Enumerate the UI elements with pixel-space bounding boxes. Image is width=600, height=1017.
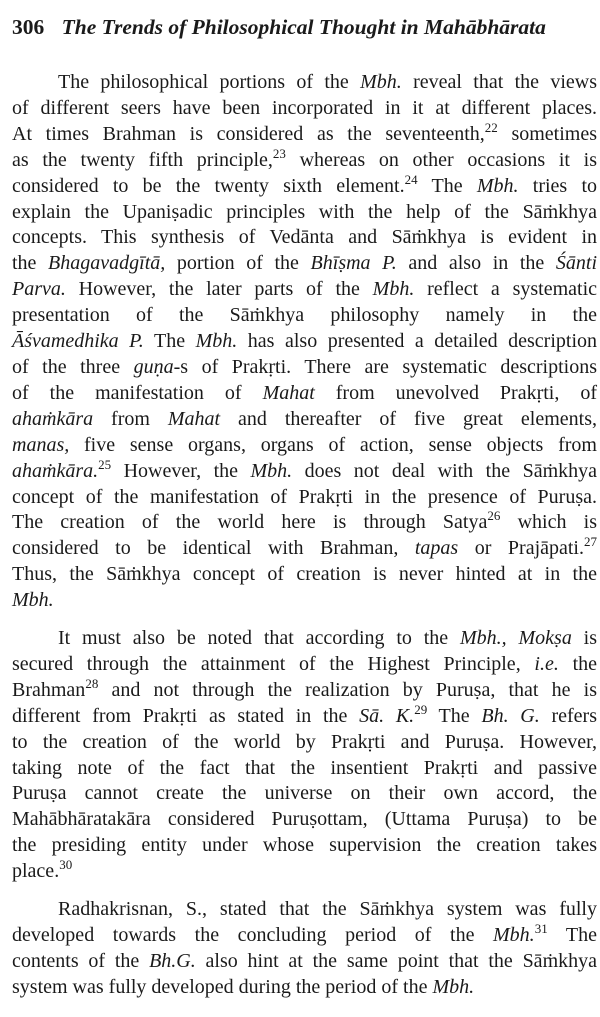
- italic-term: Bhīṣma P.: [310, 252, 397, 275]
- italic-term: ahaṁkāra.: [12, 459, 99, 482]
- italic-term: Parva.: [12, 278, 66, 301]
- text-run: five sense organs, organs of action, sense objects from: [69, 433, 597, 456]
- italic-term: Bhagavadgītā,: [48, 252, 166, 275]
- text-run: the presiding entity under whose supervision the creation takes: [12, 834, 597, 857]
- footnote-ref: 29: [414, 701, 428, 717]
- text-run: sometimes: [497, 122, 598, 145]
- text-run: considered to be identical with Brahman,: [12, 537, 415, 560]
- italic-term: Mbh.: [432, 975, 475, 998]
- text-line: [12, 96, 597, 122]
- paragraph: [12, 897, 597, 1001]
- text-run: -s of Prakṛti. There are systematic descriptions: [173, 355, 597, 378]
- text-run: The creation of the world here is through Satya: [12, 511, 488, 534]
- text-run: which is: [500, 511, 598, 534]
- italic-term: Sā. K.: [359, 704, 415, 727]
- italic-term: Śānti: [555, 252, 598, 275]
- italic-term: Mbh.: [476, 174, 519, 197]
- italic-term: i.e.: [534, 652, 559, 675]
- footnote-ref: 24: [404, 171, 418, 187]
- text-line: [12, 652, 597, 678]
- text-run: developed towards the concluding period of the: [12, 924, 494, 946]
- footnote-ref: 30: [59, 857, 73, 873]
- italic-term: Bh.G.: [149, 949, 196, 972]
- text-line: [12, 730, 597, 756]
- text-run: considered to be the twenty sixth element.: [12, 174, 405, 197]
- text-line: [12, 200, 597, 226]
- page-number: 306: [12, 15, 45, 39]
- italic-term: Mbh.: [12, 589, 54, 612]
- text-run: concepts. This synthesis of Vedānta and Sāṁkhya is evident in: [12, 226, 597, 249]
- text-run: has also presented a detailed description: [237, 330, 598, 353]
- text-run: of the manifestation of: [12, 381, 263, 404]
- text-line: [12, 588, 597, 614]
- text-line: [12, 781, 597, 807]
- text-line: [12, 145, 597, 174]
- text-line: [12, 807, 597, 833]
- text-run: the: [558, 652, 597, 675]
- text-run: The: [547, 924, 597, 946]
- text-run: portion of the: [165, 252, 311, 275]
- text-line: [12, 923, 597, 949]
- text-run: contents of the: [12, 949, 150, 972]
- text-run: presentation of the Sāṁkhya philosophy namely in the: [12, 304, 597, 327]
- text-run: reveal that the views: [401, 71, 597, 93]
- text-run: the: [12, 252, 49, 275]
- text-run: and also in the: [396, 252, 556, 275]
- italic-term: Mahat: [262, 381, 315, 404]
- running-title: The Trends of Philosophical Thought in Mahābhārata: [61, 15, 546, 39]
- text-run: Thus, the Sāṁkhya concept of creation is never hinted at in the: [12, 563, 597, 586]
- text-line: [12, 225, 597, 251]
- text-run: secured through the attainment of the Highest Principle,: [12, 652, 535, 675]
- text-run: explain the Upaniṣadic principles with the help of the Sāṁkhya: [12, 200, 597, 223]
- text-line: [12, 859, 597, 885]
- text-run: tries to: [518, 174, 597, 197]
- text-run: from: [93, 407, 168, 430]
- text-line: [12, 897, 597, 923]
- italic-term: ahaṁkāra: [12, 407, 94, 430]
- italic-term: Mbh.: [250, 459, 293, 482]
- italic-term: manas,: [12, 433, 70, 456]
- footnote-ref: 27: [584, 534, 597, 550]
- text-run: Puruṣa cannot create the universe on their own accord, the: [12, 782, 597, 805]
- text-line: [12, 329, 597, 355]
- text-line: [12, 510, 597, 536]
- text-run: reflect a systematic: [414, 278, 597, 301]
- text-line: [12, 456, 598, 485]
- italic-term: Bh. G.: [481, 704, 540, 727]
- footnote-ref: 28: [85, 675, 99, 691]
- italic-term: Āśvamedhika P.: [12, 330, 144, 353]
- text-run: does not deal with the Sāṁkhya: [292, 459, 598, 482]
- text-run: different from Prakṛti as stated in the: [12, 704, 360, 727]
- text-line: [12, 536, 597, 562]
- text-line: [12, 701, 597, 730]
- text-line: [12, 303, 597, 329]
- italic-term: Mbh.: [195, 330, 238, 353]
- italic-term: Mbh.: [493, 924, 535, 946]
- text-line: [12, 381, 597, 407]
- text-run: It must also be noted that according to the: [58, 627, 460, 650]
- text-line: [12, 485, 597, 511]
- text-run: However, the: [111, 459, 251, 482]
- paragraph: [12, 626, 597, 885]
- page-header: [12, 10, 592, 44]
- text-line: [12, 251, 597, 277]
- text-line: [12, 355, 597, 381]
- text-run: also hint at the same point that the Sāṁkhya: [195, 949, 597, 972]
- text-run: Brahman: [12, 678, 86, 701]
- text-run: The: [427, 704, 482, 727]
- italic-term: Mbh.: [372, 278, 415, 301]
- text-run: and not through the realization by Puruṣa, that he is: [98, 678, 597, 701]
- text-line: [12, 949, 597, 975]
- footnote-ref: 23: [272, 145, 286, 161]
- italic-term: Mbh.: [360, 71, 402, 93]
- text-run: of the three: [12, 355, 134, 378]
- text-run: The: [417, 174, 477, 197]
- italic-term: guṇa: [133, 355, 174, 378]
- body-text: [12, 70, 597, 1013]
- paragraph: [12, 70, 597, 614]
- text-line: [12, 70, 597, 96]
- text-run: is: [571, 627, 598, 650]
- text-run: from unevolved Prakṛti, of: [314, 381, 597, 404]
- text-run: to the creation of the world by Prakṛti and Puruṣa. However,: [12, 730, 597, 753]
- text-run: The: [143, 330, 196, 353]
- text-line: [12, 626, 597, 652]
- text-run: as the twenty fifth principle,: [12, 148, 273, 171]
- text-line: [12, 562, 597, 588]
- text-run: Mahābhāratakāra considered Puruṣottam, (Uttama Puruṣa) to be: [12, 808, 597, 831]
- text-run: and thereafter of five great elements,: [220, 407, 597, 430]
- footnote-ref: 25: [98, 456, 112, 472]
- italic-term: Mahat: [167, 407, 221, 430]
- text-line: [12, 833, 597, 859]
- text-line: [12, 277, 597, 303]
- text-line: [12, 756, 597, 782]
- footnote-ref: 31: [534, 921, 548, 936]
- text-line: [12, 675, 597, 704]
- text-line: [12, 119, 598, 148]
- footnote-ref: 26: [487, 508, 501, 524]
- text-run: Radhakrisnan, S., stated that the Sāṁkhya system was fully: [58, 898, 597, 921]
- italic-term: tapas: [414, 537, 459, 560]
- text-line: [12, 407, 597, 433]
- text-run: system was fully developed during the period of the: [12, 975, 433, 998]
- text-run: The philosophical portions of the: [58, 71, 361, 93]
- text-run: However, the later parts of the: [65, 278, 373, 301]
- text-run: whereas on other occasions it is: [285, 148, 597, 171]
- italic-term: Mbh., Mokṣa: [460, 627, 572, 650]
- text-line: [12, 975, 597, 1001]
- text-run: of different seers have been incorporated in it at different places.: [12, 96, 597, 119]
- text-run: refers: [539, 704, 597, 727]
- text-run: At times Brahman is considered as the seventeenth,: [12, 122, 485, 145]
- text-run: place.: [12, 860, 60, 883]
- text-run: taking note of the fact that the insentient Prakṛti and passive: [12, 756, 597, 779]
- text-line: [12, 433, 597, 459]
- text-line: [12, 171, 597, 200]
- text-run: or Prajāpati.: [458, 537, 584, 560]
- text-run: concept of the manifestation of Prakṛti in the presence of Puruṣa.: [12, 485, 597, 508]
- footnote-ref: 22: [484, 119, 498, 135]
